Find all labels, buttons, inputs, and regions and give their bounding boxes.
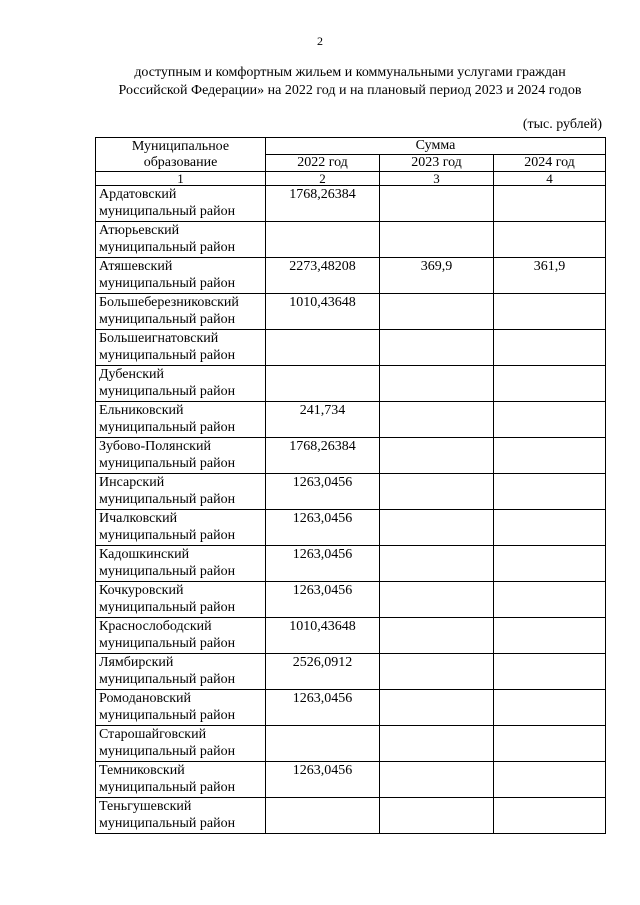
table-row (96, 762, 606, 798)
sum-2022-cell (266, 330, 380, 366)
municipality-cell (96, 222, 266, 258)
sum-2024-cell (494, 474, 606, 510)
municipality-type: муниципальный район (99, 564, 236, 579)
municipality-type: муниципальный район (99, 528, 236, 543)
sum-2022-cell (266, 726, 380, 762)
subsidy-table (95, 137, 606, 834)
municipality-type: муниципальный район (99, 348, 236, 363)
table-row (96, 654, 606, 690)
document-heading (60, 64, 640, 100)
sum-2024-cell (494, 654, 606, 690)
header-year-2024: 2024 год (494, 155, 606, 172)
sum-2024-cell (494, 582, 606, 618)
sum-2022-cell: 1768,26384 (266, 186, 380, 222)
municipality-cell (96, 726, 266, 762)
municipality-type: муниципальный район (99, 492, 236, 507)
municipality-name: Кадошкинский (99, 547, 190, 562)
municipality-cell (96, 258, 266, 294)
table-row (96, 618, 606, 654)
sum-2022-cell: 2273,48208 (266, 258, 380, 294)
header-sum: Сумма (266, 138, 606, 155)
sum-2024-cell (494, 366, 606, 402)
sum-2023-cell (380, 222, 494, 258)
municipality-type: муниципальный район (99, 204, 236, 219)
sum-2023-cell (380, 186, 494, 222)
heading-line-2: Российской Федерации» на 2022 год и на плановый период 2023 и 2024 годов (118, 83, 582, 98)
column-number-2: 2 (266, 172, 380, 186)
municipality-cell (96, 438, 266, 474)
municipality-name: Ардатовский (99, 187, 177, 202)
page-number: 2 (317, 34, 323, 48)
municipality-type: муниципальный район (99, 600, 236, 615)
sum-2024-cell (494, 438, 606, 474)
municipality-type: муниципальный район (99, 780, 236, 795)
sum-2022-cell: 2526,0912 (266, 654, 380, 690)
municipality-type: муниципальный район (99, 276, 236, 291)
table-row (96, 402, 606, 438)
table-row (96, 690, 606, 726)
municipality-name: Краснослободский (99, 619, 212, 634)
sum-2022-cell: 1768,26384 (266, 438, 380, 474)
municipality-name: Темниковский (99, 763, 185, 778)
sum-2022-cell: 1010,43648 (266, 294, 380, 330)
municipality-cell (96, 510, 266, 546)
municipality-cell (96, 654, 266, 690)
municipality-name: Большеигнатовский (99, 331, 219, 346)
table-row (96, 330, 606, 366)
table-row (96, 366, 606, 402)
municipality-name: Лямбирский (99, 655, 174, 670)
municipality-cell (96, 402, 266, 438)
sum-2024-cell (494, 798, 606, 834)
municipality-cell (96, 798, 266, 834)
header-municipality: Муниципальное образование (96, 138, 266, 172)
table-row (96, 510, 606, 546)
sum-2024-cell (494, 294, 606, 330)
municipality-name: Ичалковский (99, 511, 178, 526)
sum-2022-cell (266, 222, 380, 258)
header-year-2023: 2023 год (380, 155, 494, 172)
sum-2023-cell (380, 294, 494, 330)
sum-2023-cell (380, 762, 494, 798)
sum-2024-cell (494, 618, 606, 654)
municipality-name: Дубенский (99, 367, 165, 382)
table-body (96, 186, 606, 834)
sum-2023-cell (380, 798, 494, 834)
municipality-name: Ельниковский (99, 403, 184, 418)
table-row (96, 798, 606, 834)
municipality-type: муниципальный район (99, 816, 236, 831)
municipality-type: муниципальный район (99, 240, 236, 255)
units-label: (тыс. рублей) (522, 117, 602, 132)
sum-2024-cell (494, 510, 606, 546)
municipality-name: Большеберезниковский (99, 295, 239, 310)
sum-2022-cell: 1263,0456 (266, 474, 380, 510)
sum-2023-cell (380, 654, 494, 690)
sum-2023-cell (380, 474, 494, 510)
municipality-cell (96, 330, 266, 366)
sum-2022-cell (266, 366, 380, 402)
municipality-type: муниципальный район (99, 744, 236, 759)
header-year-2022: 2022 год (266, 155, 380, 172)
sum-2023-cell (380, 510, 494, 546)
heading-line-1: доступным и комфортным жильем и коммунальными услугами граждан (134, 65, 566, 80)
municipality-cell (96, 618, 266, 654)
municipality-cell (96, 690, 266, 726)
municipality-name: Атюрьевский (99, 223, 180, 238)
table-row (96, 186, 606, 222)
table-row (96, 294, 606, 330)
sum-2024-cell: 361,9 (494, 258, 606, 294)
municipality-name: Ромодановский (99, 691, 191, 706)
table-row (96, 222, 606, 258)
table-row (96, 726, 606, 762)
sum-2022-cell: 1263,0456 (266, 510, 380, 546)
municipality-type: муниципальный район (99, 636, 236, 651)
municipality-cell (96, 762, 266, 798)
sum-2024-cell (494, 222, 606, 258)
sum-2022-cell (266, 798, 380, 834)
sum-2022-cell: 1263,0456 (266, 582, 380, 618)
table-row (96, 474, 606, 510)
sum-2023-cell (380, 726, 494, 762)
sum-2024-cell (494, 546, 606, 582)
column-number-1: 1 (96, 172, 266, 186)
column-number-4: 4 (494, 172, 606, 186)
sum-2023-cell (380, 366, 494, 402)
sum-2023-cell (380, 402, 494, 438)
sum-2022-cell: 1010,43648 (266, 618, 380, 654)
municipality-type: муниципальный район (99, 708, 236, 723)
table-row (96, 258, 606, 294)
table-row (96, 546, 606, 582)
municipality-name: Кочкуровский (99, 583, 184, 598)
municipality-cell (96, 186, 266, 222)
sum-2024-cell (494, 726, 606, 762)
column-number-3: 3 (380, 172, 494, 186)
sum-2023-cell (380, 330, 494, 366)
municipality-cell (96, 366, 266, 402)
sum-2024-cell (494, 186, 606, 222)
municipality-name: Теньгушевский (99, 799, 192, 814)
table-row (96, 438, 606, 474)
municipality-type: муниципальный район (99, 672, 236, 687)
sum-2022-cell: 1263,0456 (266, 762, 380, 798)
municipality-name: Старошайговский (99, 727, 207, 742)
sum-2022-cell: 1263,0456 (266, 690, 380, 726)
sum-2023-cell (380, 438, 494, 474)
sum-2024-cell (494, 762, 606, 798)
sum-2023-cell (380, 582, 494, 618)
table-row (96, 582, 606, 618)
municipality-type: муниципальный район (99, 420, 236, 435)
sum-2023-cell (380, 690, 494, 726)
municipality-type: муниципальный район (99, 456, 236, 471)
municipality-type: муниципальный район (99, 312, 236, 327)
sum-2022-cell: 241,734 (266, 402, 380, 438)
sum-2024-cell (494, 402, 606, 438)
sum-2023-cell (380, 546, 494, 582)
sum-2024-cell (494, 690, 606, 726)
sum-2024-cell (494, 330, 606, 366)
municipality-type: муниципальный район (99, 384, 236, 399)
sum-2023-cell: 369,9 (380, 258, 494, 294)
municipality-cell (96, 582, 266, 618)
sum-2023-cell (380, 618, 494, 654)
sum-2022-cell: 1263,0456 (266, 546, 380, 582)
municipality-name: Атяшевский (99, 259, 173, 274)
municipality-name: Зубово-Полянский (99, 439, 211, 454)
municipality-cell (96, 474, 266, 510)
municipality-name: Инсарский (99, 475, 165, 490)
municipality-cell (96, 294, 266, 330)
municipality-cell (96, 546, 266, 582)
